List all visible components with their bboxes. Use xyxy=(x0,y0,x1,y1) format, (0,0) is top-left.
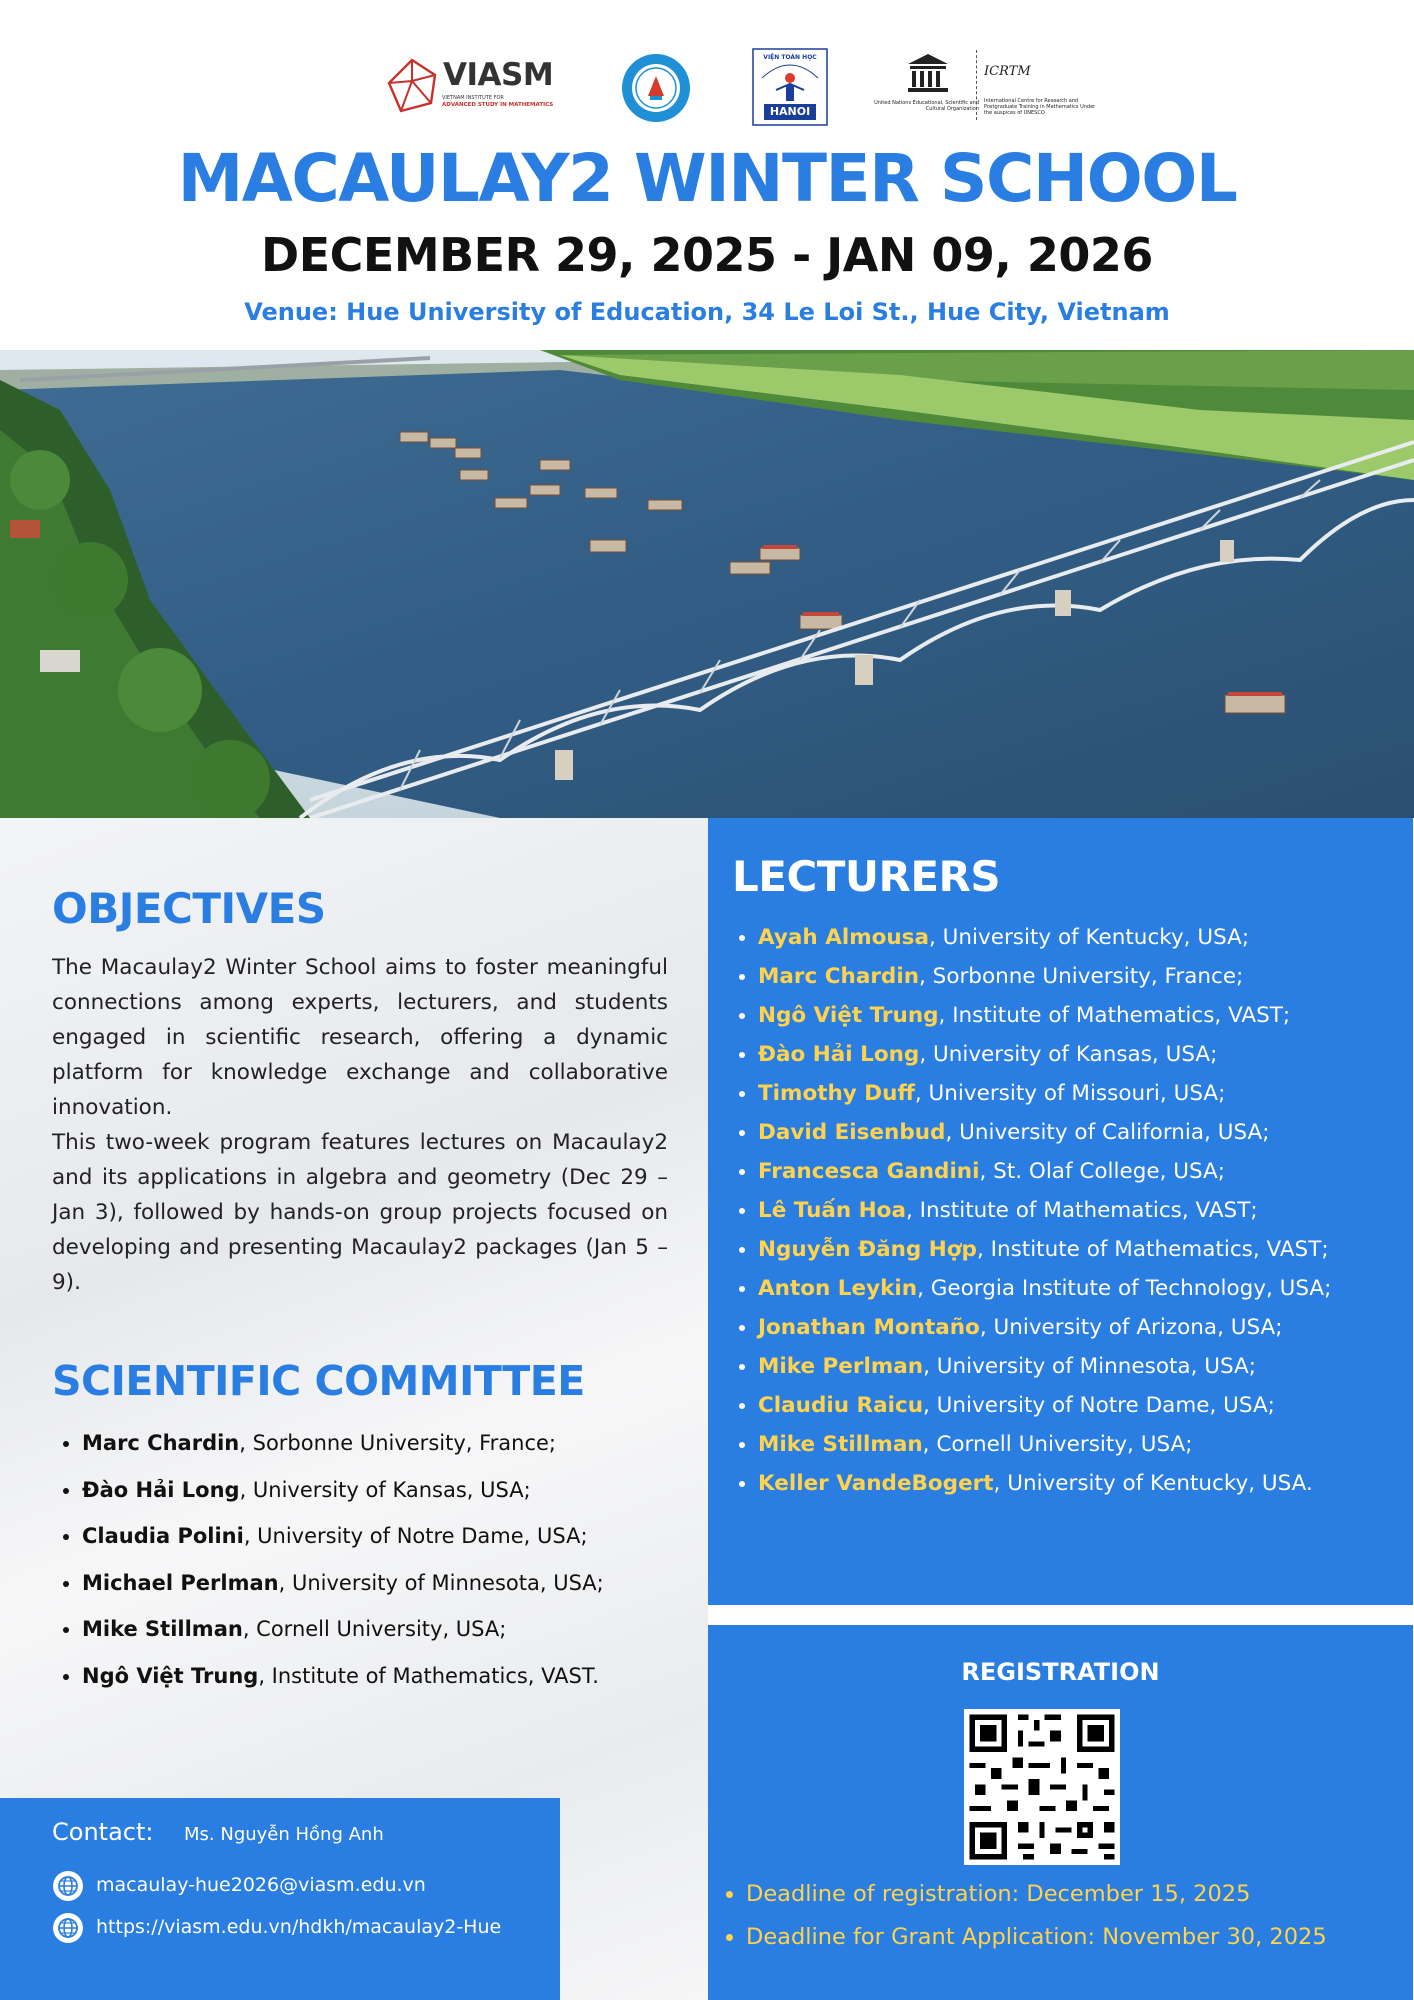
lecturer-item xyxy=(758,1269,1408,1308)
university-seal-logo xyxy=(620,52,692,124)
hanoi-top-text: VIỆN TOÁN HỌC xyxy=(763,54,817,61)
qr-code-icon xyxy=(964,1709,1120,1865)
logo-divider xyxy=(976,50,978,120)
lecturer-item xyxy=(758,1191,1408,1230)
lecturer-name: Mike Perlman xyxy=(758,1354,924,1379)
lecturer-name: Timothy Duff xyxy=(758,1081,915,1106)
lecturer-name: Nguyễn Đăng Hợp xyxy=(758,1237,977,1262)
river-photo-image xyxy=(0,350,1414,818)
viasm-emblem-icon xyxy=(385,57,439,113)
lecturer-name: Ayah Almousa xyxy=(758,925,929,950)
unesco-icrtm-logo xyxy=(874,50,1096,124)
member-affiliation: , University of Minnesota, USA; xyxy=(278,1570,604,1595)
contact-panel xyxy=(0,1798,560,2000)
viasm-name: VIASM xyxy=(443,57,554,93)
lecturer-name: Đào Hải Long xyxy=(758,1042,920,1067)
viasm-subtitle-2: ADVANCED STUDY IN MATHEMATICS xyxy=(442,102,554,108)
lecturer-affiliation: , Sorbonne University, France; xyxy=(919,964,1244,989)
lecturer-item xyxy=(758,1386,1408,1425)
lecturer-item xyxy=(758,1425,1408,1464)
committee-member xyxy=(82,1519,732,1566)
unesco-org-text: United Nations Educational, Scientific and Cultural Organization xyxy=(874,100,979,112)
registration-panel xyxy=(708,1625,1413,2000)
member-affiliation: , University of Notre Dame, USA; xyxy=(243,1524,588,1548)
committee-member xyxy=(82,1473,732,1520)
lecturer-affiliation: , Institute of Mathematics, VAST; xyxy=(905,1198,1258,1223)
lecturer-affiliation: , Cornell University, USA; xyxy=(922,1432,1193,1457)
member-name: Marc Chardin xyxy=(82,1431,240,1455)
lecturer-item xyxy=(758,1035,1408,1074)
page-title: MACAULAY2 WINTER SCHOOL xyxy=(177,140,1237,217)
member-affiliation: , Institute of Mathematics, VAST. xyxy=(258,1663,599,1688)
lecturer-affiliation: , University of Arizona, USA; xyxy=(979,1315,1283,1340)
lecturer-affiliation: , Institute of Mathematics, VAST; xyxy=(938,1003,1291,1028)
lecturer-affiliation: , University of Kentucky, USA; xyxy=(928,925,1250,950)
lecturer-affiliation: , University of California, USA; xyxy=(945,1120,1270,1145)
committee-title: SCIENTIFIC COMMITTEE xyxy=(52,1357,585,1405)
deadline-list xyxy=(722,1873,1414,1959)
viasm-logo xyxy=(385,55,560,115)
lecturer-name: David Eisenbud xyxy=(758,1120,946,1145)
lecturer-item xyxy=(758,1308,1408,1347)
viasm-subtitle-1: VIETNAM INSTITUTE FOR xyxy=(442,95,504,101)
lecturer-item xyxy=(758,957,1408,996)
lecturer-name: Ngô Việt Trung xyxy=(758,1003,939,1028)
lecturer-item xyxy=(758,1074,1408,1113)
registration-qr-code[interactable] xyxy=(964,1709,1120,1865)
contact-email[interactable]: macaulay-hue2026@viasm.edu.vn xyxy=(96,1874,426,1896)
lecturer-item xyxy=(758,1347,1408,1386)
globe-icon xyxy=(52,1870,84,1902)
lecturer-affiliation: , University of Kentucky, USA. xyxy=(993,1471,1313,1496)
committee-list xyxy=(52,1426,732,1705)
lecturer-affiliation: , University of Notre Dame, USA; xyxy=(923,1393,1275,1418)
member-name: Mike Stillman xyxy=(82,1617,243,1641)
registration-title: REGISTRATION xyxy=(961,1658,1160,1686)
hanoi-city-text: HANOI xyxy=(769,105,811,118)
lecturer-name: Marc Chardin xyxy=(758,964,919,989)
grant-deadline: • Deadline for Grant Application: November 30, 2025 xyxy=(746,1916,1414,1959)
lecturer-affiliation: , Georgia Institute of Technology, USA; xyxy=(917,1276,1332,1301)
header xyxy=(0,0,1414,350)
lecturer-name: Claudiu Raicu xyxy=(758,1393,923,1418)
hanoi-institute-logo xyxy=(752,48,828,126)
globe-icon xyxy=(52,1912,84,1944)
lecturer-item xyxy=(758,1230,1408,1269)
lecturer-affiliation: , University of Kansas, USA; xyxy=(919,1042,1218,1067)
objectives-paragraph-2: This two-week program features lectures on Macaulay2 and its applications in algebra and geometry (Dec 29 – Jan 3), followed by hands-on group projects focused on developing and presenting Macaulay2 packages (Jan 5 – 9). xyxy=(52,1130,668,1295)
lecturer-item xyxy=(758,996,1408,1035)
lecturer-name: Francesca Gandini xyxy=(758,1159,980,1184)
member-affiliation: , University of Kansas, USA; xyxy=(239,1477,531,1502)
lecturers-title: LECTURERS xyxy=(732,852,1001,901)
member-name: Ngô Việt Trung xyxy=(82,1663,259,1688)
contact-label: Contact: xyxy=(52,1818,154,1846)
lecturer-name: Mike Stillman xyxy=(758,1432,923,1457)
icrtm-name: ICRTM xyxy=(984,64,1031,79)
lecturer-name: Jonathan Montaño xyxy=(758,1315,980,1340)
event-dates: DECEMBER 29, 2025 - JAN 09, 2026 xyxy=(261,228,1153,282)
lecturer-item xyxy=(758,918,1408,957)
member-affiliation: , Sorbonne University, France; xyxy=(239,1431,557,1455)
unesco-temple-icon xyxy=(906,52,950,94)
lecturer-affiliation: , Institute of Mathematics, VAST; xyxy=(976,1237,1329,1262)
committee-member xyxy=(82,1566,732,1613)
lecturers-panel xyxy=(708,818,1413,1605)
objectives-text xyxy=(52,950,668,1300)
lecturer-affiliation: , University of Minnesota, USA; xyxy=(923,1354,1256,1379)
river-bridge-photo xyxy=(0,350,1414,818)
lecturer-item xyxy=(758,1152,1408,1191)
member-name: Michael Perlman xyxy=(82,1570,279,1595)
lecturer-name: Keller VandeBogert xyxy=(758,1471,994,1496)
member-name: Đào Hải Long xyxy=(82,1477,240,1502)
contact-website[interactable]: https://viasm.edu.vn/hdkh/macaulay2-Hue xyxy=(96,1916,502,1938)
lecturers-list xyxy=(732,918,1408,1503)
icrtm-text: International Centre for Research and Postgraduate Training in Mathematics Under the auspices of UNESCO xyxy=(984,98,1096,116)
lecturer-name: Lê Tuấn Hoa xyxy=(758,1198,906,1223)
registration-deadline: • Deadline of registration: December 15, 2025 xyxy=(746,1873,1414,1916)
committee-member xyxy=(82,1612,732,1659)
lecturer-affiliation: , University of Missouri, USA; xyxy=(914,1081,1226,1106)
contact-person: Ms. Nguyễn Hồng Anh xyxy=(184,1824,384,1845)
event-venue: Venue: Hue University of Education, 34 Le Loi St., Hue City, Vietnam xyxy=(244,298,1170,326)
objectives-paragraph-1: The Macaulay2 Winter School aims to foster meaningful connections among experts, lecturers, and students engaged in scientific research, offering a dynamic platform for knowledge exchange and collaborative innovation. xyxy=(52,955,668,1120)
member-name: Claudia Polini xyxy=(82,1524,244,1548)
university-seal-icon xyxy=(620,52,692,124)
lecturer-item xyxy=(758,1464,1408,1503)
committee-member xyxy=(82,1426,732,1473)
objectives-title: OBJECTIVES xyxy=(52,884,326,933)
lecturer-item xyxy=(758,1113,1408,1152)
lecturer-affiliation: , St. Olaf College, USA; xyxy=(979,1159,1226,1184)
member-affiliation: , Cornell University, USA; xyxy=(242,1617,507,1641)
lecturer-name: Anton Leykin xyxy=(758,1276,918,1301)
committee-member xyxy=(82,1659,732,1706)
